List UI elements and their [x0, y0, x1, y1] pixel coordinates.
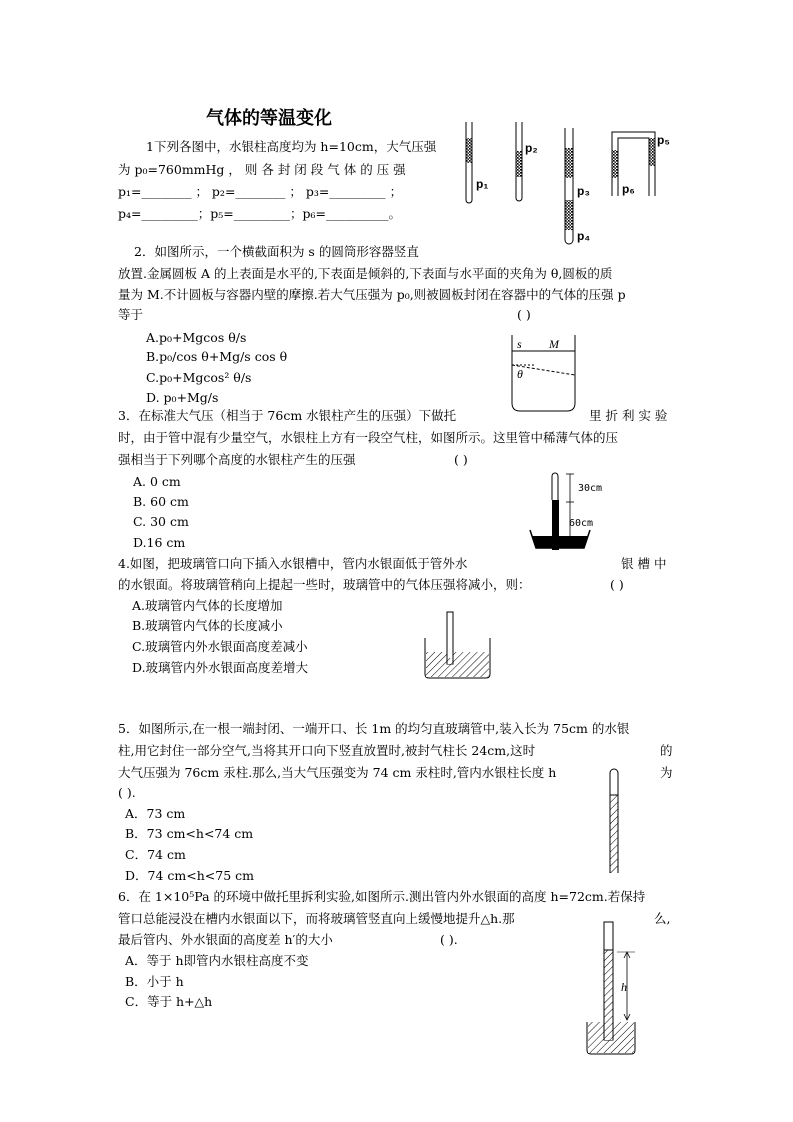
mercury-lower: [566, 200, 573, 230]
label-p6: p₆: [622, 182, 635, 196]
label-p1: p₁: [476, 177, 489, 191]
q4-line1: 4.如图，把玻璃管口向下插入水银槽中，管内水银面低于管外水: [118, 556, 468, 571]
q5-option-c: C．74 cm: [125, 847, 186, 862]
label-60cm: 60cm: [569, 518, 594, 529]
torricelli-tube-top: [552, 473, 558, 500]
mercury-left: [613, 150, 618, 178]
q5-line4: ( ).: [118, 785, 136, 800]
q2-line4: 等于: [118, 307, 144, 322]
q6-option-c: C．等于 h+△h: [125, 994, 213, 1009]
q3-option-b: B. 60 cm: [133, 494, 189, 509]
q6-line2-end: 么,: [654, 911, 671, 926]
q3-option-d: D.16 cm: [133, 535, 186, 550]
q2-line2: 放置.金属圆板 A 的上表面是水平的,下表面是倾斜的,下表面与水平面的夹角为 θ,圆板的质: [118, 266, 613, 281]
q5-line2-end: 的: [660, 743, 673, 758]
mercury-upper: [566, 148, 573, 178]
q6-line1: 6．在 1×10⁵Pa 的环境中做托里拆利实验,如图所示.测出管内外水银面的高度 h=72cm.若保持: [118, 889, 646, 904]
q4-option-d: D.玻璃管内外水银面高度差增大: [132, 660, 309, 675]
q5-line3-end: 为: [660, 765, 673, 780]
mercury-column: [611, 795, 618, 873]
q1-line1: 1下列各图中，水银柱高度均为 h=10cm，大气压强: [146, 139, 437, 154]
q4-paren: ( ): [610, 577, 624, 592]
q2-option-c: C.p₀+Mgcos² θ/s: [146, 370, 252, 385]
q1-figure: [460, 118, 680, 253]
q2-option-a: A.p₀+Mgcos θ/s: [146, 330, 247, 345]
label-p4: p₄: [577, 229, 591, 243]
label-p2: p₂: [525, 141, 538, 155]
label-h: h: [621, 980, 627, 994]
q2-line1: 2．如图所示，一个横截面积为 s 的圆筒形容器竖直: [134, 244, 419, 259]
q3-line1-end: 里 折 利 实 验: [589, 408, 668, 423]
q3-option-a: A. 0 cm: [133, 474, 181, 489]
q5-line3: 大气压强为 76cm 汞柱.那么,当大气压强变为 74 cm 汞柱时,管内水银柱长度 h: [118, 765, 557, 780]
q3-figure: [522, 468, 622, 553]
trough-mercury: [426, 652, 489, 677]
q3-line2: 时，由于管中混有少量空气，水银柱上方有一段空气柱，如图所示。这里管中稀薄气体的压: [118, 430, 619, 445]
q3-line1: 3．在标准大气压（相当于 76cm 水银柱产生的压强）下做托: [118, 408, 457, 423]
label-p3: p₃: [577, 184, 590, 198]
q4-line1-end: 银 槽 中: [621, 556, 667, 571]
q3-option-c: C. 30 cm: [133, 514, 189, 529]
q5-option-d: D．74 cm<h<75 cm: [125, 868, 254, 883]
mercury-right: [650, 138, 655, 166]
q1-line3: p₁=________ ； p₂=________ ； p₃=_________ ；: [118, 184, 403, 199]
q5-line2: 柱,用它封住一部分空气,当将其开口向下竖直放置时,被封气柱长 24cm,这时: [118, 743, 536, 758]
tube-mercury: [605, 950, 613, 1040]
q6-line3: 最后管内、外水银面的高度差 h′的大小: [118, 932, 333, 947]
q3-paren: ( ): [454, 452, 468, 467]
q4-option-a: A.玻璃管内气体的长度增加: [132, 598, 283, 613]
page-title: 气体的等温变化: [206, 108, 332, 129]
label-30cm: 30cm: [578, 483, 603, 494]
label-p5: p₅: [657, 133, 670, 147]
q2-paren: ( ): [517, 307, 531, 322]
q5-option-a: A．73 cm: [125, 806, 186, 821]
q4-line2: 的水银面。将玻璃管稍向上提起一些时，玻璃管中的气体压强将减小，则：: [118, 577, 531, 592]
q6-option-a: A．等于 h即管内水银柱高度不变: [125, 953, 309, 968]
q1-line4: p₄=_________；p₅=_________；p₆=__________。: [118, 206, 401, 221]
q4-option-c: C.玻璃管内外水银面高度差减小: [132, 639, 308, 654]
q5-option-b: B．73 cm<h<74 cm: [125, 826, 254, 841]
mercury-p2: [517, 151, 522, 177]
glass-tube: [447, 612, 453, 664]
q2-option-d: D. p₀+Mg/s: [146, 390, 219, 405]
q4-option-b: B.玻璃管内气体的长度减小: [132, 618, 283, 633]
q5-figure: [605, 765, 629, 877]
q6-line2: 管口总能浸没在槽内水银面以下，而将玻璃管竖直向上缓慢地提升△h.那: [118, 911, 515, 926]
label-theta: θ: [517, 367, 523, 381]
q5-line1: 5．如图所示,在一根一端封闭、一端开口、长 1m 的均匀直玻璃管中,装入长为 75cm 的水银: [118, 721, 630, 736]
tube-mercury: [448, 658, 453, 664]
q6-paren: ( ).: [440, 932, 458, 947]
q3-line3: 强相当于下列哪个高度的水银柱产生的压强: [118, 452, 356, 467]
q1-line2: 为 p₀=760mmHg ， 则 各 封 闭 段 气 体 的 压 强: [118, 162, 406, 177]
q2-option-b: B.p₀/cos θ+Mg/s cos θ: [146, 349, 288, 364]
q6-option-b: B．小于 h: [125, 974, 184, 989]
label-M: M: [549, 337, 559, 351]
q4-figure: [420, 610, 500, 682]
mercury-p1: [467, 138, 472, 163]
q2-line3: 量为 M.不计圆板与容器内壁的摩擦.若大气压强为 p₀,则被圆板封闭在容器中的气体的压强 p: [118, 287, 626, 302]
label-s: s: [517, 337, 522, 351]
trough-mercury: [532, 536, 588, 548]
q2-figure: [505, 333, 585, 415]
q6-figure: [583, 918, 647, 1060]
